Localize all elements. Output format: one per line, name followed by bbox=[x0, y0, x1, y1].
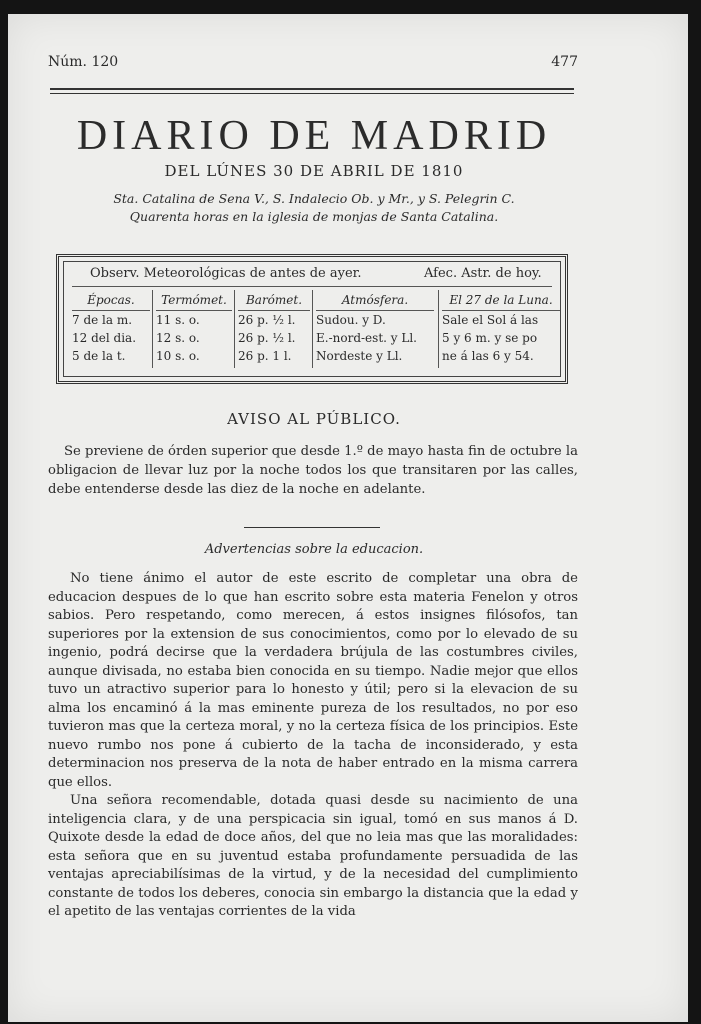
weather-table bbox=[56, 254, 568, 384]
aviso-heading: AVISO AL PÚBLICO. bbox=[227, 410, 401, 428]
column-luna: El 27 de la Luna. Sale el Sol á las 5 y 6 m. y se po ne á las 6 y 54. bbox=[442, 290, 560, 365]
dateline: DEL LÚNES 30 DE ABRIL DE 1810 bbox=[164, 162, 464, 180]
saints-line-2: Quarenta horas en la iglesia de monjas de Santa Catalina. bbox=[129, 209, 499, 224]
column-epocas: Épocas. 7 de la m. 12 del dia. 5 de la t. bbox=[72, 290, 150, 365]
header-rule bbox=[50, 88, 574, 94]
weather-header-right: Afec. Astr. de hoy. bbox=[424, 266, 542, 281]
page-number: 477 bbox=[551, 54, 578, 70]
advertencias-article bbox=[48, 570, 578, 922]
column-atmosfera: Atmósfera. Sudou. y D. E.-nord-est. y Ll. Nordeste y Ll. bbox=[316, 290, 434, 365]
saints-of-day bbox=[44, 190, 584, 226]
column-barometro: Barómet. 26 p. ½ l. 26 p. ½ l. 26 p. 1 l. bbox=[238, 290, 310, 365]
section-divider bbox=[244, 527, 380, 528]
article-paragraph-1: No tiene ánimo el autor de este escrito de completar una obra de educacion despues de lo que han escrito sobre esta materia Fenelon y otros sabios. Pero respetando, como merecen, á estos insignes filósofos, tan superiores por la extension de sus conocimientos, como por lo elevado de su ingenio, podrá decirse que la verdadera brújula de las costumbres civiles, aunque divisada, no estaba bien conocida en su tiempo. Nadie mejor que ellos tuvo un atractivo superior para lo honesto y útil; pero si la elevacion de su alma los encaminó á la mas eminente pureza de los resultados, no por eso tuvieron mas que la certeza moral, y no la certeza física de los principios. Este nuevo rumbo nos pone á cubierto de la tacha de inconsiderado, y esta determinacion nos preserva de la nota de haber entrado en la misma carrera que ellos. bbox=[48, 571, 578, 790]
weather-header-left: Observ. Meteorológicas de antes de ayer. bbox=[90, 266, 362, 281]
article-paragraph-2: Una señora recomendable, dotada quasi desde su nacimiento de una inteligencia clara, y de una perspicacia sin igual, tomó en sus manos á D. Quixote desde la edad de doce años, del que no leia mas que las moralidades: esta señora que en su juventud estaba profundamente persuadida de las ventajas apreciabilísimas de la virtud, y de la necesidad del cumplimiento constante de todos los deberes, conocia sin embargo la distancia que la edad y el apetito de las ventajas corrientes de la vida bbox=[48, 793, 578, 919]
issue-number: Núm. 120 bbox=[48, 54, 119, 70]
aviso-paragraph: Se previene de órden superior que desde 1.º de mayo hasta fin de octubre la obligacion de llevar luz por la noche todos los que transitaren por las calles, debe entenderse desde las diez de la noche en adelante. bbox=[48, 444, 578, 497]
column-termometro: Termómet. 11 s. o. 12 s. o. 10 s. o. bbox=[156, 290, 232, 365]
saints-line-1: Sta. Catalina de Sena V., S. Indalecio Ob. y Mr., y S. Pelegrin C. bbox=[113, 191, 515, 206]
newspaper-page bbox=[8, 14, 688, 1022]
advertencias-heading: Advertencias sobre la educacion. bbox=[204, 542, 424, 557]
masthead-title: DIARIO DE MADRID bbox=[76, 113, 552, 159]
